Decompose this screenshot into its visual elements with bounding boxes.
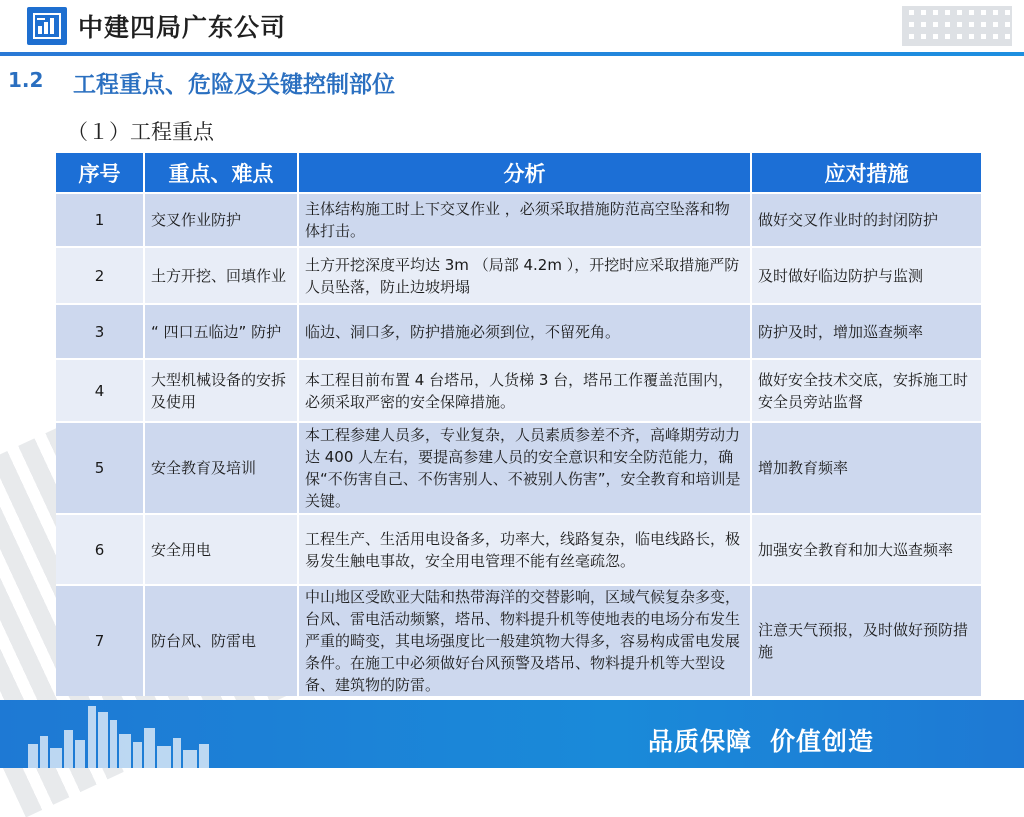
table-row [56,359,981,422]
header-divider [0,52,1024,56]
row-item: 安全教育及培训 [144,422,298,514]
header-decoration [902,6,1012,46]
row-item: 交叉作业防护 [144,193,298,247]
row-number: 6 [56,514,144,585]
table-header-row [56,153,981,193]
row-number: 5 [56,422,144,514]
row-measure: 做好交叉作业时的封闭防护 [751,193,981,247]
row-analysis: 本工程参建人员多，专业复杂，人员素质参差不齐，高峰期劳动力达 400 人左右，要提高参建人员的安全意识和安全防范能力，确保“不伤害自己、不伤害别人、不被别人伤害”，安全教育和培训是关键。 [298,422,751,514]
row-item: “ 四口五临边” 防护 [144,304,298,359]
table-row [56,304,981,359]
footer-slogan [630,722,874,758]
footer-banner [0,700,1024,768]
column-header-measure: 应对措施 [751,153,981,193]
company-name: 中建四局广东公司 [78,13,287,42]
row-analysis: 土方开挖深度平均达 3m （局部 4.2m ），开挖时应采取措施严防人员坠落，防止边坡坍塌 [298,247,751,304]
row-item: 大型机械设备的安拆及使用 [144,359,298,422]
row-number: 1 [56,193,144,247]
section-number: 1.2 [8,68,44,92]
table-row [56,585,981,696]
row-measure: 增加教育频率 [751,422,981,514]
row-number: 7 [56,585,144,696]
slogan-quality: 品质保障 [647,727,752,756]
table-row [56,247,981,304]
row-analysis: 工程生产、生活用电设备多，功率大，线路复杂，临电线路长，极易发生触电事故，安全用电管理不能有丝毫疏忽。 [298,514,751,585]
key-points-table [56,153,981,696]
column-header-no: 序号 [56,153,144,193]
subheading: （１）工程重点 [67,120,214,144]
row-number: 4 [56,359,144,422]
company-logo-icon [27,7,67,45]
column-header-item: 重点、难点 [144,153,298,193]
row-measure: 加强安全教育和加大巡查频率 [751,514,981,585]
row-measure: 及时做好临边防护与监测 [751,247,981,304]
table-row [56,193,981,247]
row-item: 土方开挖、回填作业 [144,247,298,304]
column-header-analysis: 分析 [298,153,751,193]
slogan-value: 价值创造 [769,727,874,756]
row-measure: 注意天气预报，及时做好预防措施 [751,585,981,696]
table-row [56,422,981,514]
row-analysis: 本工程目前布置 4 台塔吊，人货梯 3 台，塔吊工作覆盖范围内，必须采取严密的安全保障措施。 [298,359,751,422]
row-measure: 防护及时，增加巡查频率 [751,304,981,359]
row-measure: 做好安全技术交底，安拆施工时安全员旁站监督 [751,359,981,422]
row-analysis: 中山地区受欧亚大陆和热带海洋的交替影响，区域气候复杂多变，台风、雷电活动频繁，塔吊、物料提升机等使地表的电场分布发生严重的畸变，其电场强度比一般建筑物大得多，容易构成雷电发展条件。在施工中必须做好台风预警及塔吊、物料提升机等大型设备、建筑物的防雷。 [298,585,751,696]
table-row [56,514,981,585]
row-item: 安全用电 [144,514,298,585]
row-analysis: 主体结构施工时上下交叉作业 ，必须采取措施防范高空坠落和物体打击。 [298,193,751,247]
row-number: 3 [56,304,144,359]
row-analysis: 临边、洞口多，防护措施必须到位，不留死角。 [298,304,751,359]
skyline-graphic [18,700,228,768]
row-item: 防台风、防雷电 [144,585,298,696]
section-title: 工程重点、危险及关键控制部位 [73,72,395,98]
row-number: 2 [56,247,144,304]
